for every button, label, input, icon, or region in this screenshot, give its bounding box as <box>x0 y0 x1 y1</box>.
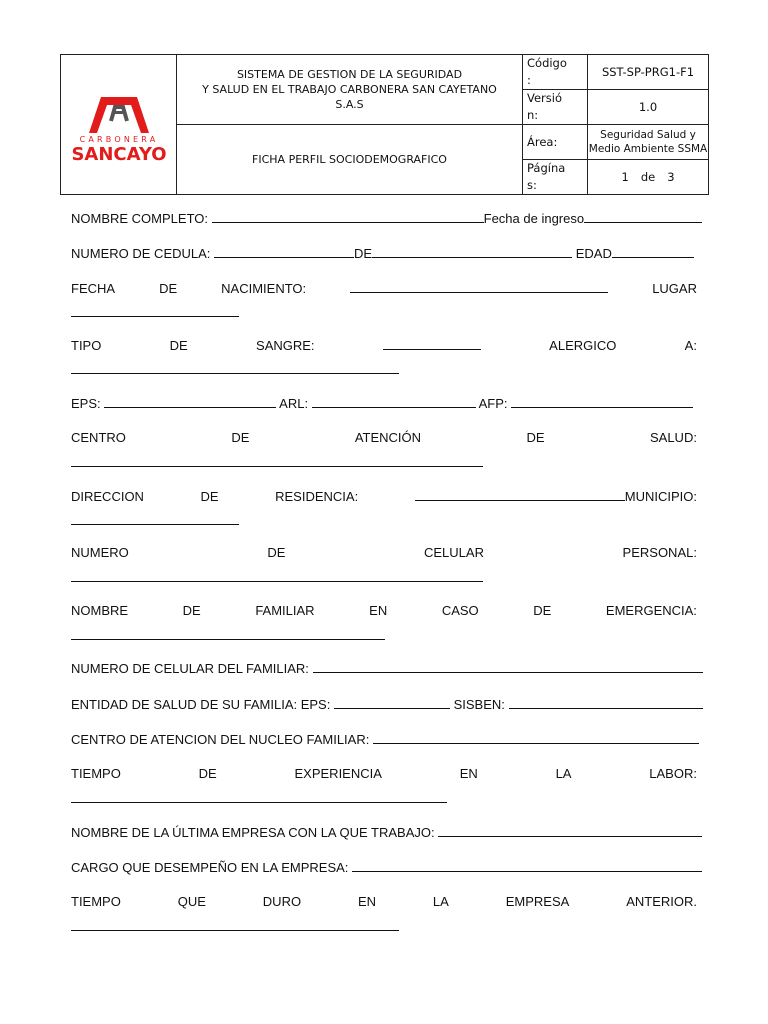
experiencia-w4: EN <box>459 766 478 781</box>
celular-w4: PERSONAL: <box>622 545 697 560</box>
row-direccion <box>71 488 697 505</box>
duro-w4: EN <box>357 894 377 909</box>
fecha-nac-w2: DE <box>159 281 178 296</box>
row-tiempo-experiencia <box>71 766 697 782</box>
centro-w5: SALUD: <box>649 430 697 445</box>
centro-atencion-field[interactable] <box>71 466 483 467</box>
tiempo-experiencia-field[interactable] <box>71 802 447 803</box>
version-value: 1.0 <box>588 90 709 125</box>
experiencia-w2: DE <box>198 766 217 781</box>
sangre-w1: TIPO <box>71 338 102 353</box>
logo-top-text: CARBONERA <box>79 135 159 144</box>
familiar-emergencia-field[interactable] <box>71 639 385 640</box>
fecha-nac-w3: NACIMIENTO: <box>221 281 307 296</box>
codigo-value: SST-SP-PRG1-F1 <box>588 55 709 90</box>
row-tiempo-duro <box>71 894 697 910</box>
experiencia-w6: LABOR: <box>649 766 697 781</box>
row-entidad-salud <box>71 696 697 713</box>
emergencia-w4: EN <box>369 603 388 618</box>
row-celular-familiar <box>71 660 697 677</box>
arl-label: ARL: <box>279 396 309 411</box>
area-value: Seguridad Salud y Medio Ambiente SSMA <box>588 125 709 160</box>
document-header <box>60 54 709 195</box>
company-logo <box>61 55 176 194</box>
eps-label: EPS: <box>71 396 101 411</box>
pagina-label: Págína s: <box>523 160 588 195</box>
system-title: SISTEMA DE GESTION DE LA SEGURIDAD Y SALUD EN EL TRABAJO CARBONERA SAN CAYETANO S.A.S <box>177 55 523 125</box>
emergencia-w6: DE <box>533 603 552 618</box>
centro-w2: DE <box>231 430 250 445</box>
cedula-de-field[interactable] <box>372 245 572 258</box>
row-familiar-emergencia <box>71 603 697 619</box>
area-label: Área: <box>523 125 588 160</box>
logo-cell <box>61 55 177 195</box>
emergencia-w7: EMERGENCIA: <box>605 603 697 618</box>
lugar-field[interactable] <box>71 316 239 317</box>
emergencia-w3: FAMILIAR <box>255 603 315 618</box>
centro-w3: ATENCIÓN <box>354 430 422 445</box>
edad-label: EDAD <box>575 246 612 261</box>
fecha-nac-w1: FECHA <box>71 281 116 296</box>
row-ultima-empresa <box>71 824 697 841</box>
celular-w2: DE <box>267 545 286 560</box>
cargo-label: CARGO QUE DESEMPEÑO EN LA EMPRESA: <box>71 860 349 875</box>
afp-label: AFP: <box>478 396 508 411</box>
duro-w1: TIEMPO <box>71 894 121 909</box>
duro-w2: QUE <box>177 894 206 909</box>
page-indicator <box>588 160 709 195</box>
direccion-w2: DE <box>200 489 219 504</box>
page-current: 1 <box>621 169 629 184</box>
cargo-field[interactable] <box>352 859 702 872</box>
edad-field[interactable] <box>612 245 694 258</box>
numero-cedula-field[interactable] <box>214 245 354 258</box>
ultima-empresa-label: NOMBRE DE LA ÚLTIMA EMPRESA CON LA QUE TRABAJO: <box>71 825 435 840</box>
celular-w3: CELULAR <box>424 545 484 560</box>
afp-field[interactable] <box>511 395 693 408</box>
celular-familiar-field[interactable] <box>313 660 703 673</box>
sisben-field[interactable] <box>509 696 703 709</box>
row-centro-nucleo <box>71 731 697 748</box>
experiencia-w3: EXPERIENCIA <box>294 766 382 781</box>
cedula-de-label: DE <box>354 246 373 261</box>
entidad-salud-label: ENTIDAD DE SALUD DE SU FAMILIA: EPS: <box>71 697 331 712</box>
direccion-w3: RESIDENCIA: <box>275 489 359 504</box>
row-eps-arl-afp <box>71 395 697 412</box>
fecha-ingreso-label: Fecha de ingreso <box>483 211 585 226</box>
sangre-w3: SANGRE: <box>256 338 315 353</box>
emergencia-w5: CASO <box>441 603 479 618</box>
fecha-ingreso-field[interactable] <box>584 210 702 223</box>
municipio-field[interactable] <box>71 524 239 525</box>
row-fecha-nacimiento <box>71 280 697 297</box>
emergencia-w1: NOMBRE <box>71 603 129 618</box>
municipio-label: MUNICIPIO: <box>624 489 697 504</box>
eps-field[interactable] <box>104 395 276 408</box>
nombre-completo-field[interactable] <box>212 210 484 223</box>
duro-w6: EMPRESA <box>505 894 570 909</box>
direccion-w1: DIRECCION <box>71 489 144 504</box>
duro-w5: LA <box>432 894 449 909</box>
duro-w3: DURO <box>262 894 302 909</box>
emergencia-w2: DE <box>182 603 201 618</box>
row-centro-atencion <box>71 430 697 446</box>
entidad-eps-field[interactable] <box>334 696 450 709</box>
centro-w4: DE <box>526 430 545 445</box>
celular-field[interactable] <box>71 581 483 582</box>
numero-cedula-label: NUMERO DE CEDULA: <box>71 246 211 261</box>
row-cargo <box>71 859 697 876</box>
form-title: FICHA PERFIL SOCIODEMOGRAFICO <box>177 125 523 195</box>
centro-nucleo-field[interactable] <box>373 731 699 744</box>
page-total: 3 <box>667 169 675 184</box>
sisben-label: SISBEN: <box>453 697 505 712</box>
page-de: de <box>640 169 656 184</box>
codigo-label: Código : <box>523 55 588 90</box>
tiempo-duro-field[interactable] <box>71 930 399 931</box>
sangre-w2: DE <box>169 338 188 353</box>
row-nombre-completo <box>71 210 697 227</box>
centro-nucleo-label: CENTRO DE ATENCION DEL NUCLEO FAMILIAR: <box>71 732 370 747</box>
version-label: Versió n: <box>523 90 588 125</box>
arl-field[interactable] <box>312 395 476 408</box>
nombre-completo-label: NOMBRE COMPLETO: <box>71 211 209 226</box>
row-cedula <box>71 245 697 262</box>
centro-w1: CENTRO <box>71 430 126 445</box>
celular-familiar-label: NUMERO DE CELULAR DEL FAMILIAR: <box>71 661 309 676</box>
logo-brand-text: SANCAYO <box>71 144 167 161</box>
ultima-empresa-field[interactable] <box>438 824 702 837</box>
experiencia-w5: LA <box>555 766 572 781</box>
alergico-w2: A: <box>684 338 697 353</box>
tipo-sangre-field[interactable] <box>383 337 481 350</box>
direccion-field[interactable] <box>415 488 625 501</box>
row-celular <box>71 545 697 561</box>
row-tipo-sangre <box>71 337 697 354</box>
fecha-nacimiento-field[interactable] <box>350 280 608 293</box>
alergico-field[interactable] <box>71 373 399 374</box>
alergico-w1: ALERGICO <box>549 338 617 353</box>
experiencia-w1: TIEMPO <box>71 766 121 781</box>
celular-w1: NUMERO <box>71 545 129 560</box>
lugar-label: LUGAR <box>652 281 697 296</box>
duro-w7: ANTERIOR. <box>626 894 697 909</box>
